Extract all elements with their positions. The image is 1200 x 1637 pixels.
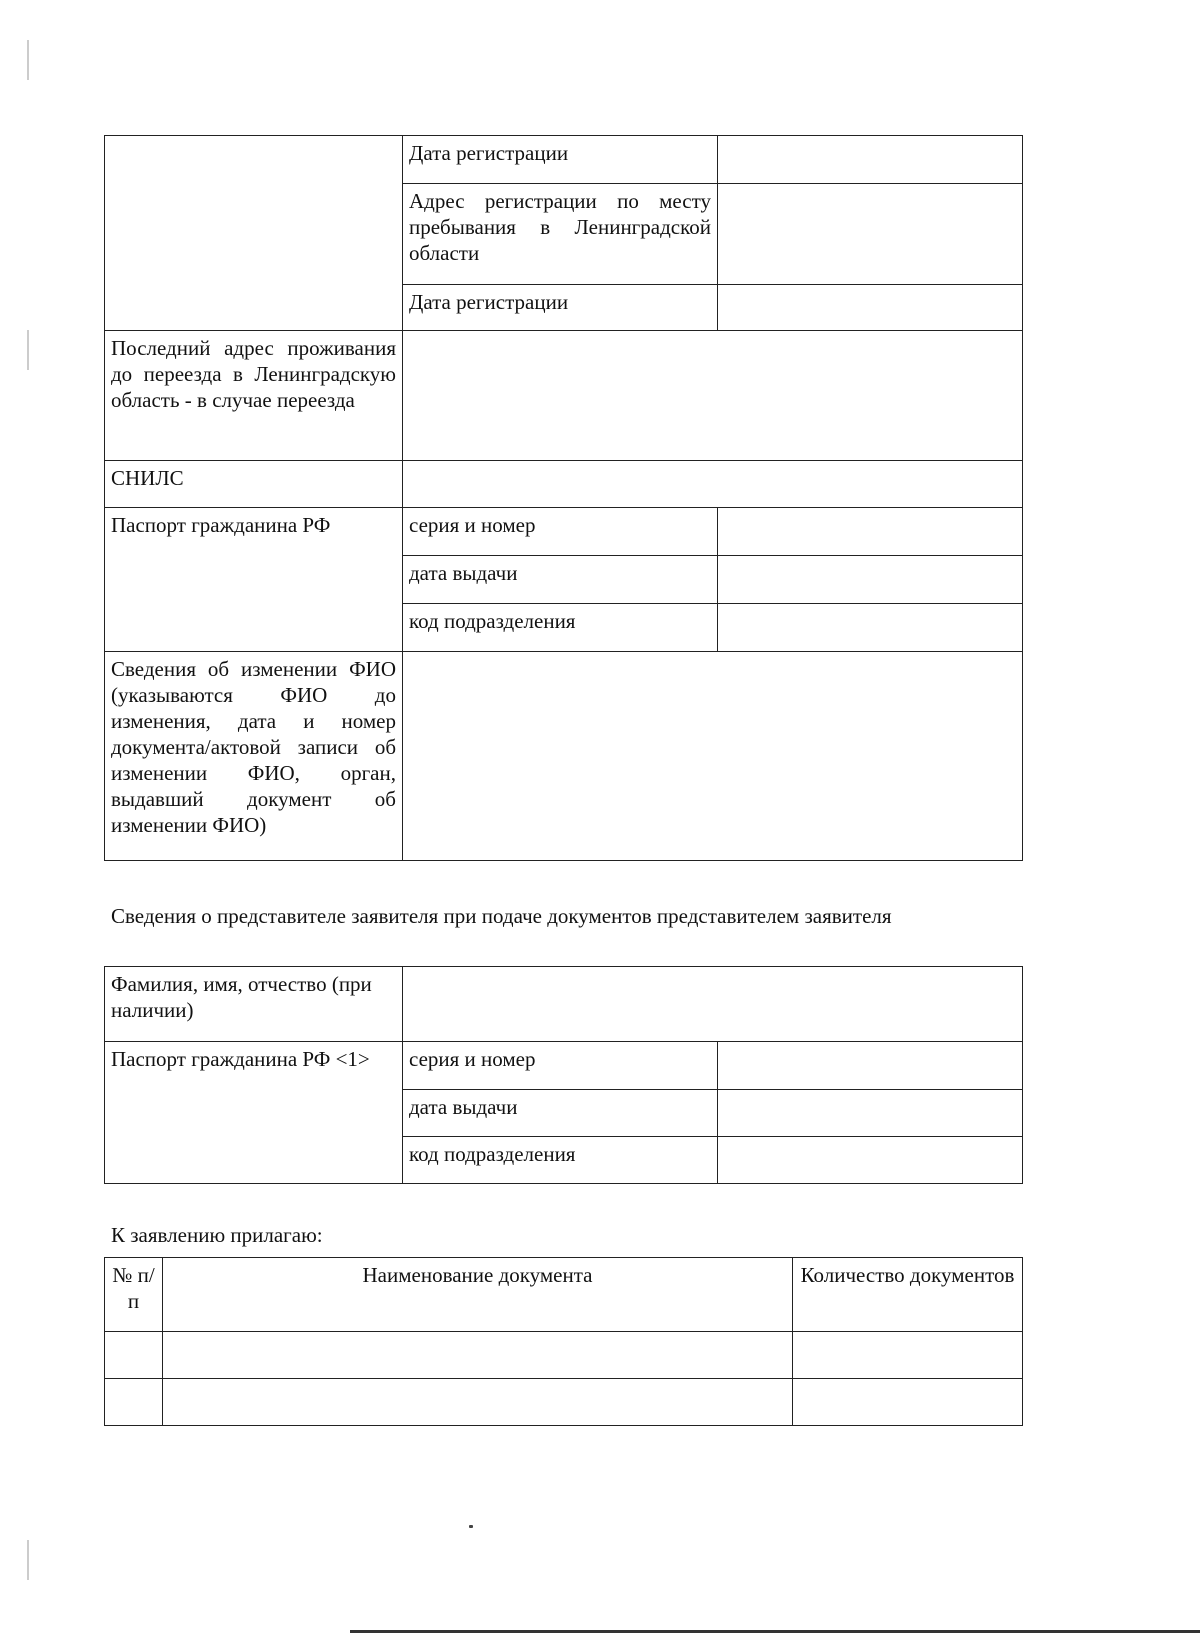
series-number-value[interactable] (718, 508, 1023, 556)
scan-bottom-edge (350, 1630, 1200, 1633)
col-count-header: Количество документов (793, 1258, 1023, 1332)
last-address-label: Последний адрес проживания до переезда в Ленинградскую область - в случае переезда (105, 331, 403, 461)
count-cell[interactable] (793, 1332, 1023, 1379)
scan-edge-mark (27, 330, 29, 370)
last-address-value[interactable] (403, 331, 1023, 461)
name-cell[interactable] (163, 1379, 793, 1426)
col-num-header: № п/п (105, 1258, 163, 1332)
snils-label: СНИЛС (105, 461, 403, 508)
division-code-value[interactable] (718, 604, 1023, 652)
table-row (105, 331, 1023, 461)
attachments-heading: К заявлению прилагаю: (111, 1223, 323, 1247)
table-row (105, 1042, 1023, 1090)
empty-cell (105, 136, 403, 331)
representative-table (104, 966, 1023, 1184)
issue-date-label: дата выдачи (403, 556, 718, 604)
table-row (105, 967, 1023, 1042)
representative-heading: Сведения о представителе заявителя при подаче документов представителем заявителя (111, 904, 892, 928)
count-cell[interactable] (793, 1379, 1023, 1426)
passport-label: Паспорт гражданина РФ (105, 508, 403, 652)
table-row (105, 652, 1023, 861)
table-row (105, 461, 1023, 508)
num-cell[interactable] (105, 1332, 163, 1379)
table-row (105, 1332, 1023, 1379)
division-code-label: код подразделения (403, 1137, 718, 1184)
snils-value[interactable] (403, 461, 1023, 508)
name-cell[interactable] (163, 1332, 793, 1379)
num-cell[interactable] (105, 1379, 163, 1426)
table-header-row (105, 1258, 1023, 1332)
name-change-value[interactable] (403, 652, 1023, 861)
name-change-label: Сведения об изменении ФИО (указываются ФИО до изменения, дата и номер документа/актовой записи об изменении ФИО, орган, выдавший документ об изменении ФИО) (105, 652, 403, 861)
issue-date-value[interactable] (718, 556, 1023, 604)
series-number-label: серия и номер (403, 508, 718, 556)
col-name-header: Наименование документа (163, 1258, 793, 1332)
scan-edge-mark (27, 40, 29, 80)
applicant-table (104, 135, 1023, 861)
table-row (105, 1379, 1023, 1426)
scan-edge-mark (27, 1540, 29, 1580)
reg-date-label: Дата регистрации (403, 136, 718, 184)
passport-label: Паспорт гражданина РФ <1> (105, 1042, 403, 1184)
full-name-value[interactable] (403, 967, 1023, 1042)
series-number-value[interactable] (718, 1042, 1023, 1090)
scan-speck (469, 1525, 473, 1528)
issue-date-label: дата выдачи (403, 1090, 718, 1137)
series-number-label: серия и номер (403, 1042, 718, 1090)
reg-date-label: Дата регистрации (403, 285, 718, 331)
table-row (105, 508, 1023, 556)
division-code-value[interactable] (718, 1137, 1023, 1184)
attachments-table (104, 1257, 1023, 1426)
reg-date-value[interactable] (718, 285, 1023, 331)
full-name-label: Фамилия, имя, отчество (при наличии) (105, 967, 403, 1042)
issue-date-value[interactable] (718, 1090, 1023, 1137)
stay-address-label: Адрес регистрации по месту пребывания в Ленинградской области (403, 184, 718, 285)
reg-date-value[interactable] (718, 136, 1023, 184)
stay-address-value[interactable] (718, 184, 1023, 285)
division-code-label: код подразделения (403, 604, 718, 652)
table-row (105, 136, 1023, 184)
